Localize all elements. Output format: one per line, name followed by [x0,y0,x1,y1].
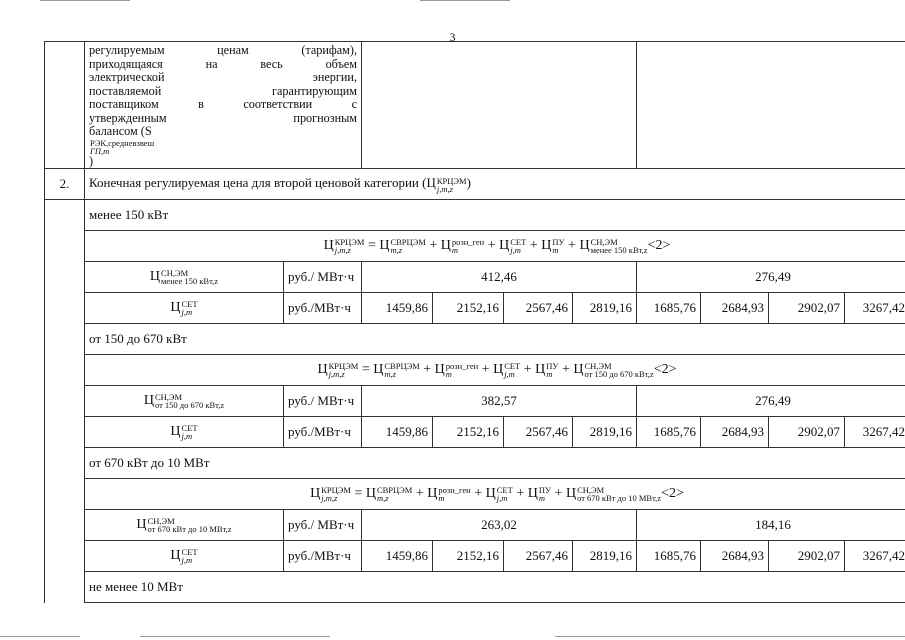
sn-unit: руб./ МВт·ч [284,510,362,541]
set-value-cell: 3267,42 [845,541,905,572]
set-value-cell: 1685,76 [637,417,701,448]
set-label: Ц СЕТ j,m [85,293,284,324]
page-number: 3 [449,30,456,44]
set-value-cell: 2152,16 [433,541,504,572]
set-label: Ц СЕТ j,m [85,417,284,448]
tariff-table [44,41,905,603]
set-unit: руб./МВт·ч [284,541,362,572]
continuation-line: электрической энергии, [89,70,357,84]
number-cell-empty [45,200,85,231]
continuation-text [85,42,362,169]
continuation-line: регулируемым ценам (тарифам), [89,43,357,57]
formula-row [45,479,905,510]
number-cell-empty [45,386,85,417]
set-value-cell: 1459,86 [362,417,433,448]
set-value-cell: 2819,16 [573,293,637,324]
sn-row [45,386,905,417]
sn-row [45,510,905,541]
set-value-cell: 3267,42 [845,417,905,448]
set-value-cell: 2684,93 [701,293,769,324]
price-formula: Ц КРЦЭМ j,m,z = Ц СВРЦЭМ m,z + Ц розн_ген m + Ц СЕТ j,m + Ц ПУ m + Ц СН,ЭМ менее 150 кВт,z <2> [85,231,905,262]
set-value-cell: 2567,46 [504,293,573,324]
set-value-cell: 1459,86 [362,293,433,324]
set-value-cell: 1685,76 [637,293,701,324]
group-heading-row [45,448,905,479]
number-cell-empty [45,417,85,448]
formula-row [45,231,905,262]
continuation-line: утвержденным прогнозным [89,110,357,125]
sn-unit: руб./ МВт·ч [284,386,362,417]
set-value-cell: 3267,42 [845,293,905,324]
sn-value-group-1: 382,57 [362,386,637,417]
scan-artifact-line [0,636,80,637]
sn-value-group-2: 184,16 [637,510,905,541]
continuation-line: поставляемой гарантирующим [89,83,357,98]
set-value-cell: 2684,93 [701,417,769,448]
set-row [45,293,905,324]
group-heading: не менее 10 МВт [85,572,905,603]
number-cell-empty [45,293,85,324]
sn-label: Ц СН,ЭМ от 150 до 670 кВт,z [85,386,284,417]
continuation-row [45,42,905,169]
set-value-cell: 1459,86 [362,541,433,572]
sn-value-group-1: 263,02 [362,510,637,541]
set-value-cell: 2684,93 [701,541,769,572]
set-value-cell: 2902,07 [769,417,845,448]
set-value-cell: 2567,46 [504,541,573,572]
set-value-cell: 2902,07 [769,293,845,324]
scan-artifact-line [420,0,510,1]
scan-artifact-line [140,636,330,637]
number-cell-empty [45,479,85,510]
set-value-cell: 2567,46 [504,417,573,448]
number-cell-empty [45,262,85,293]
group-heading-row [45,572,905,603]
set-value-cell: 2819,16 [573,417,637,448]
group-heading: от 670 кВт до 10 МВт [85,448,905,479]
set-label: Ц СЕТ j,m [85,541,284,572]
set-unit: руб./МВт·ч [284,417,362,448]
continuation-last-line: балансом (S РЭК,средневзвеш ГП,m ) [89,124,155,168]
set-unit: руб./МВт·ч [284,293,362,324]
scan-artifact-line [40,0,130,1]
sn-row [45,262,905,293]
sn-value-group-1: 412,46 [362,262,637,293]
number-cell-empty [45,231,85,262]
footnote-ref: <2> [647,238,671,254]
footnote-ref: <2> [661,486,684,502]
set-row [45,417,905,448]
sn-value-group-2: 276,49 [637,262,905,293]
section-number: 2. [45,169,85,200]
number-cell-empty [45,324,85,355]
formula-row [45,355,905,386]
number-cell-empty [45,355,85,386]
set-value-cell: 2152,16 [433,293,504,324]
sn-value-group-2: 276,49 [637,386,905,417]
group-heading-row [45,324,905,355]
empty-cell [637,42,905,169]
set-value-cell: 2152,16 [433,417,504,448]
section-title-row [45,169,905,200]
continuation-line: поставщиком в соответствии с [89,97,357,111]
price-formula: Ц КРЦЭМ j,m,z = Ц СВРЦЭМ m,z + Ц розн_ген m + Ц СЕТ j,m + Ц ПУ m + Ц СН,ЭМ от 670 кВт до 10 МВт,z <2> [85,479,905,510]
sn-label: Ц СН,ЭМ менее 150 кВт,z [85,262,284,293]
section-title: Конечная регулируемая цена для второй ценовой категории (Ц КРЦЭМ j,m,z ) [85,169,905,200]
number-cell-empty [45,42,85,169]
empty-cell [362,42,637,169]
group-heading: от 150 до 670 кВт [85,324,905,355]
number-cell-empty [45,541,85,572]
group-heading: менее 150 кВт [85,200,905,231]
sn-unit: руб./ МВт·ч [284,262,362,293]
scan-artifact-line [555,636,905,637]
continuation-line: приходящаяся на весь объем [89,56,357,71]
set-value-cell: 2819,16 [573,541,637,572]
set-value-cell: 1685,76 [637,541,701,572]
price-formula: Ц КРЦЭМ j,m,z = Ц СВРЦЭМ m,z + Ц розн_ген m + Ц СЕТ j,m + Ц ПУ m + Ц СН,ЭМ от 150 до 670 кВт,z <2> [85,355,905,386]
set-row [45,541,905,572]
sn-label: Ц СН,ЭМ от 670 кВт до 10 МВт,z [85,510,284,541]
number-cell-empty [45,572,85,603]
set-value-cell: 2902,07 [769,541,845,572]
number-cell-empty [45,448,85,479]
footnote-ref: <2> [653,362,677,378]
number-cell-empty [45,510,85,541]
group-heading-row [45,200,905,231]
